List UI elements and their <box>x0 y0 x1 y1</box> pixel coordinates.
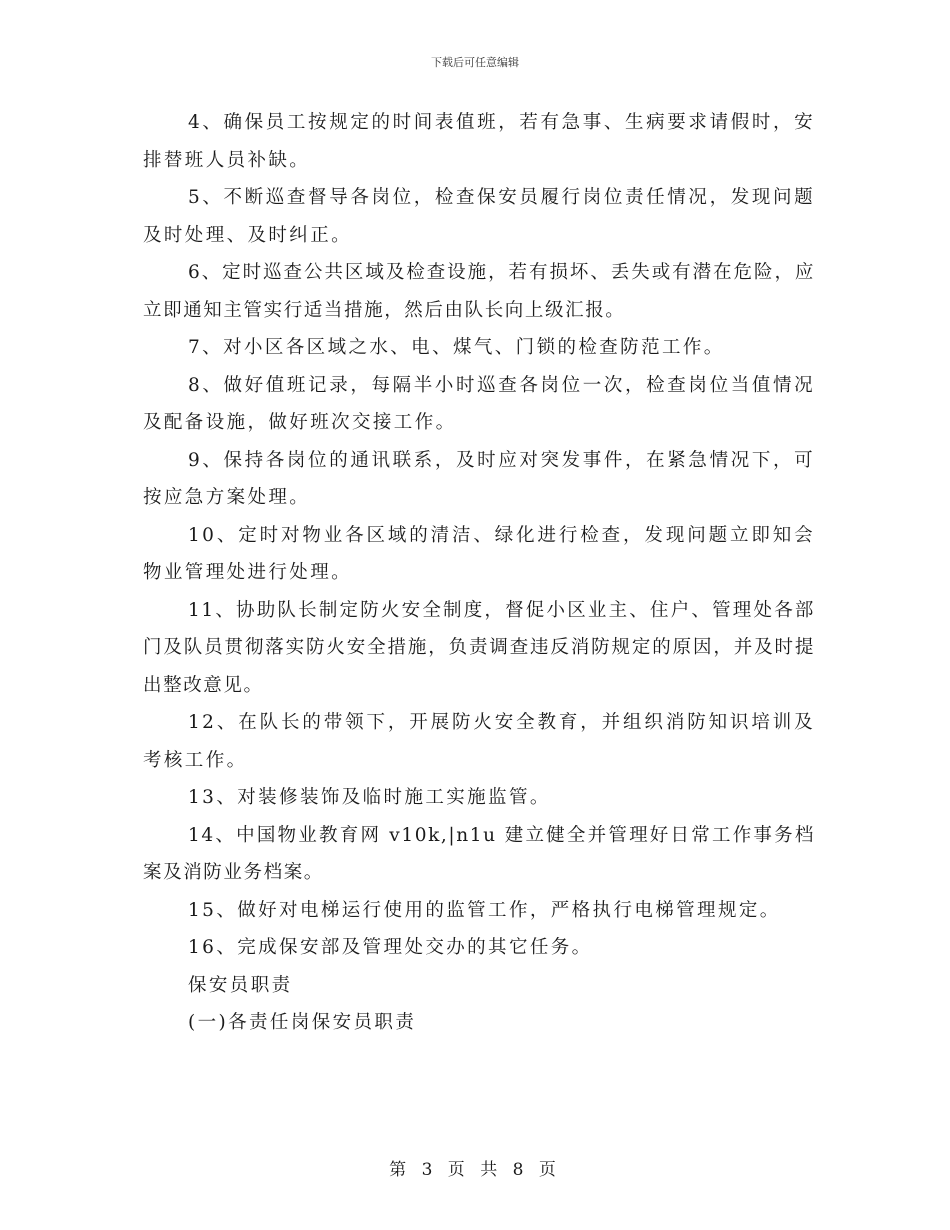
section-heading: 保安员职责 <box>188 974 293 996</box>
paragraph-item-15: 15、做好对电梯运行使用的监管工作，严格执行电梯管理规定。 <box>188 899 781 921</box>
paragraph-item-11: 11、协助队长制定防火安全制度，督促小区业主、住户、管理处各部门及队员贯彻落实防火安全措施，负责调查违反消防规定的原因，并及时提出整改意见。 <box>143 599 815 696</box>
document-body <box>143 104 815 1042</box>
paragraph-item-8: 8、做好值班记录，每隔半小时巡查各岗位一次，检查岗位当值情况及配备设施，做好班次交接工作。 <box>143 374 815 433</box>
paragraph-item-10: 10、定时对物业各区域的清洁、绿化进行检查，发现问题立即知会物业管理处进行处理。 <box>143 524 815 583</box>
paragraph-item-9: 9、保持各岗位的通讯联系，及时应对突发事件，在紧急情况下，可按应急方案处理。 <box>143 449 815 508</box>
paragraph-item-13: 13、对装修装饰及临时施工实施监管。 <box>188 787 551 808</box>
paragraph-item-4: 4、确保员工按规定的时间表值班，若有急事、生病要求请假时，安排替班人员补缺。 <box>143 112 815 171</box>
paragraph-item-16: 16、完成保安部及管理处交办的其它任务。 <box>188 937 593 958</box>
page-number: 第 3 页 共 8 页 <box>389 1160 561 1180</box>
paragraph-item-12: 12、在队长的带领下，开展防火安全教育，并组织消防知识培训及考核工作。 <box>143 712 815 771</box>
header-note: 下载后可任意编辑 <box>431 56 519 69</box>
paragraph-item-5: 5、不断巡查督导各岗位，检查保安员履行岗位责任情况，发现问题及时处理、及时纠正。 <box>143 187 815 246</box>
paragraph-item-6: 6、定时巡查公共区域及检查设施，若有损坏、丢失或有潜在危险，应立即通知主管实行适当措施，然后由队长向上级汇报。 <box>143 262 815 321</box>
paragraph-item-14: 14、中国物业教育网 v10k,|n1u 建立健全并管理好日常工作事务档案及消防业务档案。 <box>143 824 815 883</box>
paragraph-item-7: 7、对小区各区域之水、电、煤气、门锁的检查防范工作。 <box>188 337 725 358</box>
subsection-heading: (一)各责任岗保安员职责 <box>188 1012 417 1033</box>
